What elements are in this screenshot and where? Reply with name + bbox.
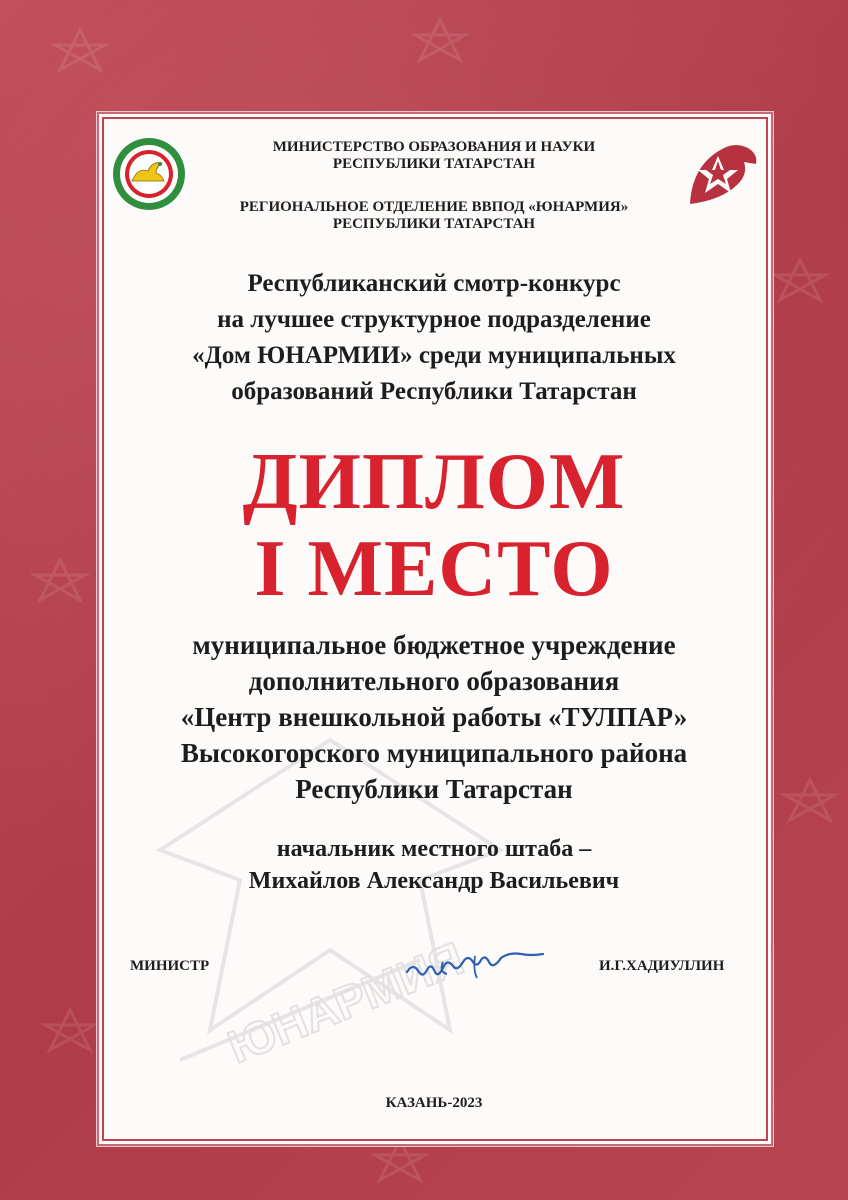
branch-line-1: РЕГИОНАЛЬНОЕ ОТДЕЛЕНИЕ ВВПОД «ЮНАРМИЯ»	[239, 199, 629, 215]
branch-line-2: РЕСПУБЛИКИ ТАТАРСТАН	[332, 216, 536, 232]
handwritten-signature	[403, 948, 551, 986]
chief-name: Михайлов Александр Васильевич	[248, 868, 620, 894]
contest-line-2: на лучшее структурное подразделение	[217, 306, 651, 333]
recipient-line-5: Республики Татарстан	[295, 774, 573, 804]
recipient-line-1: муниципальное бюджетное учреждение	[192, 630, 676, 660]
place-title: I МЕСТО	[254, 525, 614, 613]
diploma-title: ДИПЛОМ	[242, 438, 626, 526]
city-year: КАЗАНЬ-2023	[385, 1095, 483, 1111]
chief-line-1: начальник местного штаба –	[276, 836, 592, 862]
contest-line-4: образований Республики Татарстан	[231, 378, 637, 405]
recipient-line-4: Высокогорского муниципального района	[180, 738, 688, 768]
contest-line-3: «Дом ЮНАРМИИ» среди муниципальных	[192, 342, 676, 369]
contest-line-1: Республиканский смотр-конкурс	[247, 270, 621, 297]
minister-name: И.Г.ХАДИУЛЛИН	[599, 958, 725, 974]
ministry-line-2: РЕСПУБЛИКИ ТАТАРСТАН	[332, 156, 536, 172]
minister-label: МИНИСТР	[130, 958, 210, 974]
watermark-text: ЮНАРМИЯ	[220, 931, 471, 1073]
recipient-line-2: дополнительного образования	[248, 666, 620, 696]
ministry-line-1: МИНИСТЕРСТВО ОБРАЗОВАНИЯ И НАУКИ	[272, 139, 596, 155]
recipient-line-3: «Центр внешкольной работы «ТУЛПАР»	[180, 702, 688, 732]
